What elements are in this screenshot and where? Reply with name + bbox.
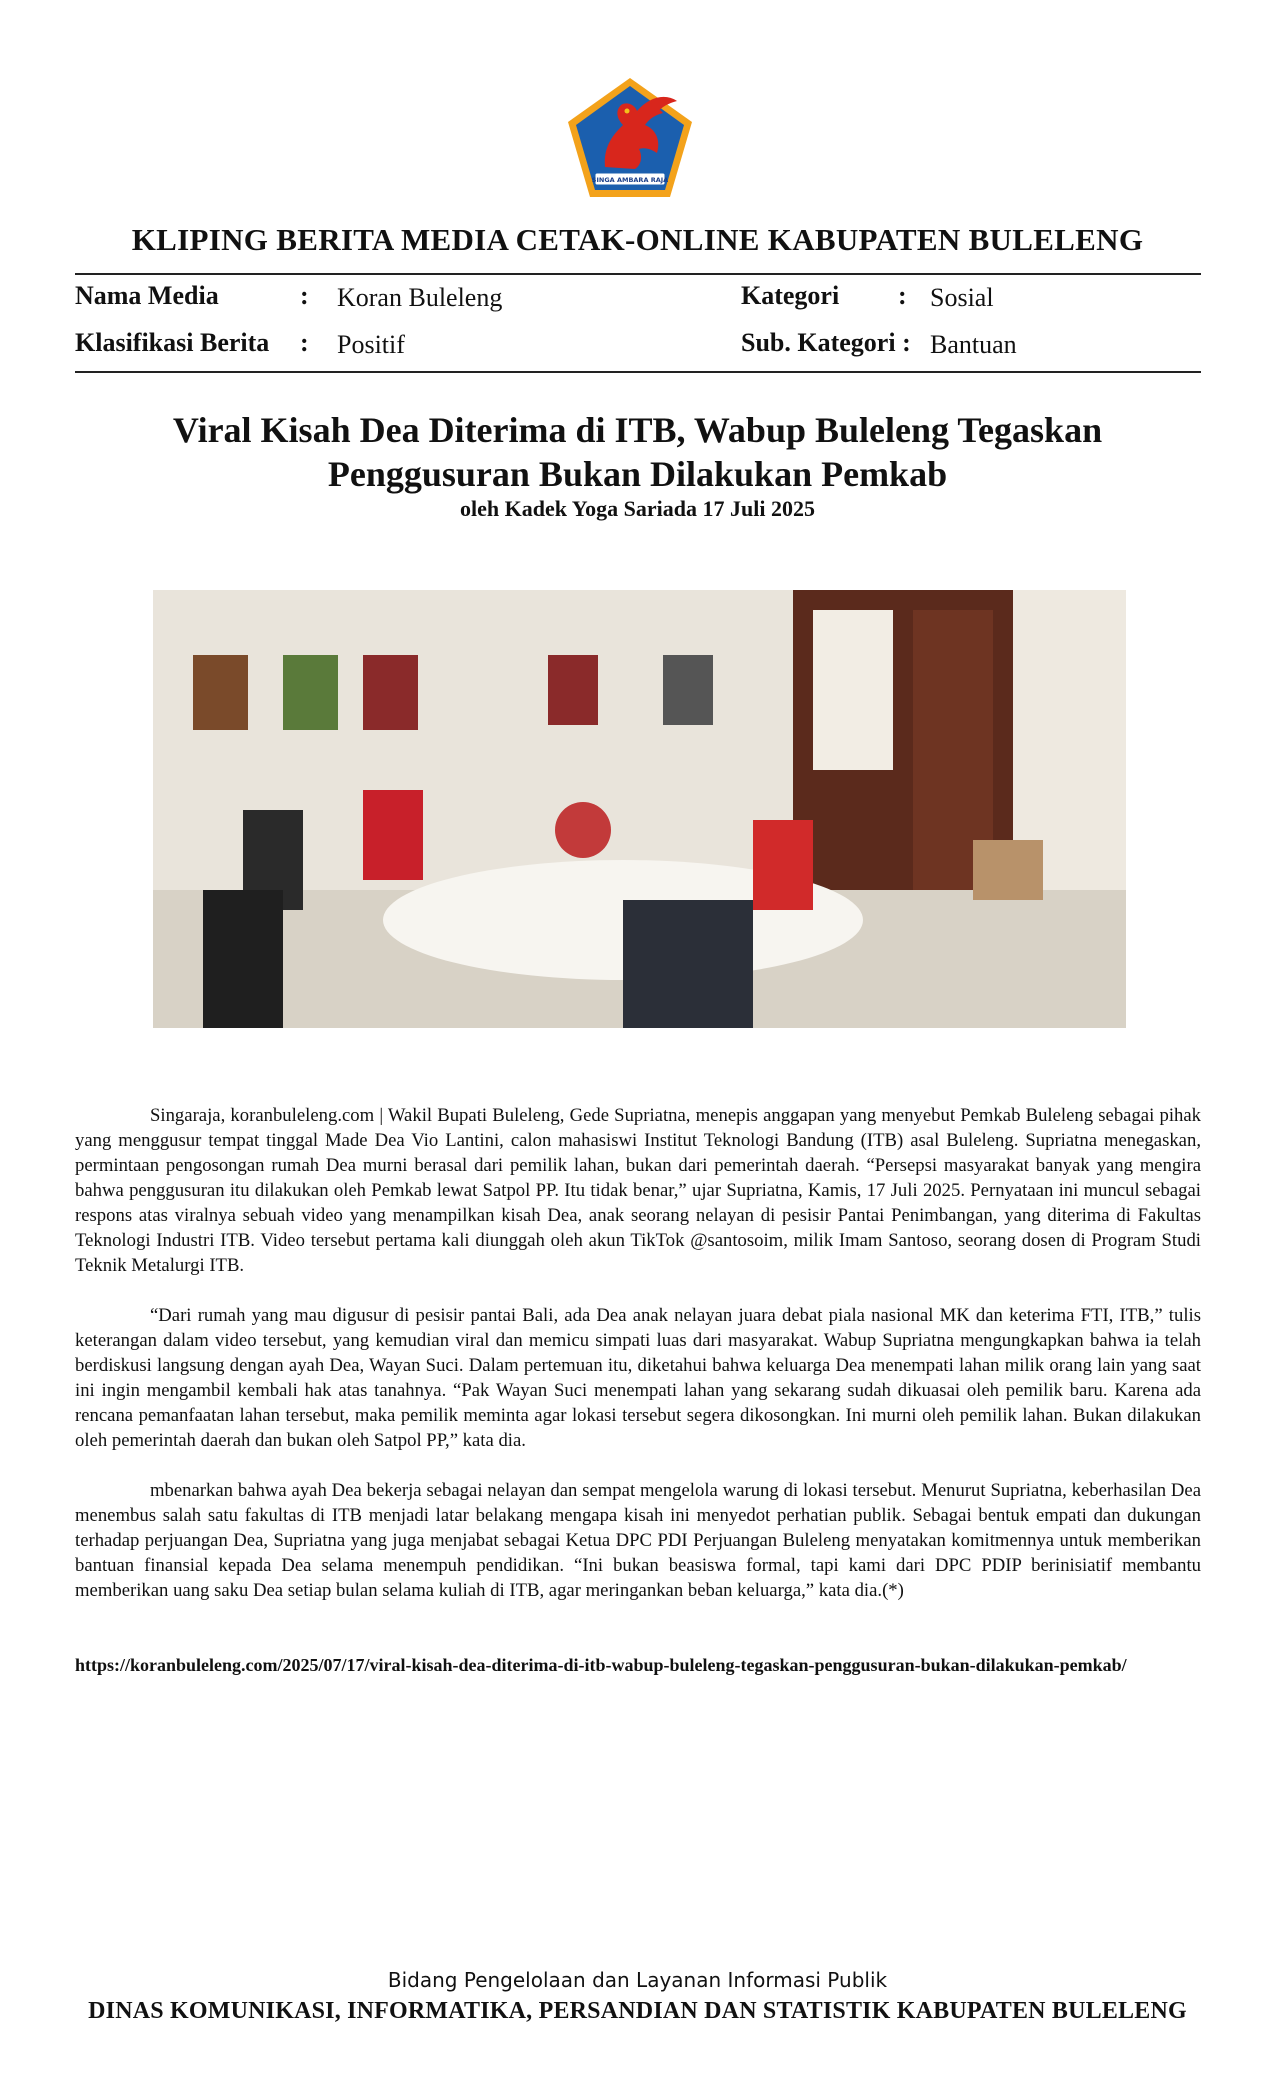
logo-motto-text: SINGA AMBARA RAJA bbox=[591, 176, 669, 184]
sub-kategori-value: Bantuan bbox=[930, 330, 1017, 359]
nama-media-value: Koran Buleleng bbox=[337, 283, 503, 312]
article-photo bbox=[153, 590, 1126, 1028]
article-body bbox=[75, 1103, 1201, 1278]
article-paragraph-3: mbenarkan bahwa ayah Dea bekerja sebagai nelayan dan sempat mengelola warung di lokasi tersebut. Menurut Supriatna, keberhasilan Dea menembus salah satu fakultas di ITB menjadi latar belakang mengapa kisah ini menyedot perhatian publik. Sebagai bentuk empati dan dukungan terhadap perjuangan Dea, Supriatna yang juga menjabat sebagai Ketua DPC PDI Perjuangan Buleleng menyatakan komitmennya untuk memberikan bantuan finansial kepada Dea selama menempuh pendidikan. “Ini bukan beasiswa formal, tapi kami dari DPC PDIP berinisiatif membantu memberikan uang saku Dea setiap bulan selama kuliah di ITB, agar meringankan beban keluarga,” kata dia.(*) bbox=[75, 1480, 1201, 1601]
nama-media-colon: : bbox=[300, 281, 309, 310]
sub-kategori-label: Sub. Kategori : bbox=[741, 328, 911, 357]
kategori-colon: : bbox=[898, 281, 907, 310]
klasifikasi-colon: : bbox=[300, 328, 309, 357]
article-title-line2: Penggusuran Bukan Dilakukan Pemkab bbox=[327, 454, 948, 494]
article-paragraph-2: “Dari rumah yang mau digusur di pesisir pantai Bali, ada Dea anak nelayan juara debat piala nasional MK dan keterima FTI, ITB,” tulis keterangan dalam video tersebut, yang kemudian viral dan memicu simpati luas dari masyarakat. Wabup Supriatna mengungkapkan bahwa ia telah berdiskusi langsung dengan ayah Dea, Wayan Suci. Dalam pertemuan itu, diketahui bahwa keluarga Dea menempati lahan milik orang lain yang saat ini ingin mengambil kembali hak atas tanahnya. “Pak Wayan Suci menempati lahan yang sekarang sudah dikuasai oleh pemilik baru. Karena ada rencana pemanfaatan lahan tersebut, maka pemilik meminta agar lokasi tersebut segera dikosongkan. Ini murni oleh pemilik lahan. Bukan dilakukan oleh pemerintah daerah dan bukan oleh Satpol PP,” kata dia. bbox=[75, 1305, 1201, 1451]
klasifikasi-value: Positif bbox=[337, 330, 405, 359]
footer-department: Bidang Pengelolaan dan Layanan Informasi Publik bbox=[387, 1968, 888, 1992]
document-header-title: KLIPING BERITA MEDIA CETAK-ONLINE KABUPATEN BULELENG bbox=[131, 222, 1144, 257]
article-body-2 bbox=[75, 1303, 1201, 1453]
meta-block bbox=[0, 0, 1275, 380]
article-byline: oleh Kadek Yoga Sariada 17 Juli 2025 bbox=[460, 496, 815, 521]
klasifikasi-label: Klasifikasi Berita bbox=[75, 328, 270, 357]
footer-agency: DINAS KOMUNIKASI, INFORMATIKA, PERSANDIAN DAN STATISTIK KABUPATEN BULELENG bbox=[88, 1998, 1187, 2024]
source-url-link[interactable]: https://koranbuleleng.com/2025/07/17/viral-kisah-dea-diterima-di-itb-wabup-buleleng-tegaskan-penggusuran-bukan-dilakukan-pemkab/ bbox=[75, 1655, 1127, 1675]
article-paragraph-1: Singaraja, koranbuleleng.com | Wakil Bupati Buleleng, Gede Supriatna, menepis anggapan yang menyebut Pemkab Buleleng sebagai pihak yang menggusur tempat tinggal Made Dea Vio Lantini, calon mahasiswi Institut Teknologi Bandung (ITB) asal Buleleng. Supriatna menegaskan, permintaan pengosongan rumah Dea murni berasal dari pemilik lahan, bukan dari pemerintah daerah. “Persepsi masyarakat banyak yang mengira bahwa penggusuran itu dilakukan oleh Pemkab lewat Satpol PP. Itu tidak benar,” ujar Supriatna, Kamis, 17 Juli 2025. Pernyataan ini muncul sebagai respons atas viralnya sebuah video yang menampilkan kisah Dea, anak seorang nelayan di pesisir Pantai Penimbangan, yang diterima di Fakultas Teknologi Industri ITB. Video tersebut pertama kali diunggah oleh akun TikTok @santosoim, milik Imam Santoso, seorang dosen di Program Studi Teknik Metalurgi ITB. bbox=[75, 1105, 1201, 1276]
kategori-value: Sosial bbox=[930, 283, 994, 312]
kategori-label: Kategori bbox=[741, 281, 840, 310]
nama-media-label: Nama Media bbox=[75, 281, 219, 310]
article-title-line1: Viral Kisah Dea Diterima di ITB, Wabup Buleleng Tegaskan bbox=[172, 410, 1103, 450]
article-body-3 bbox=[75, 1478, 1201, 1603]
article-title bbox=[0, 408, 1275, 496]
header-divider-bottom bbox=[75, 371, 1201, 373]
